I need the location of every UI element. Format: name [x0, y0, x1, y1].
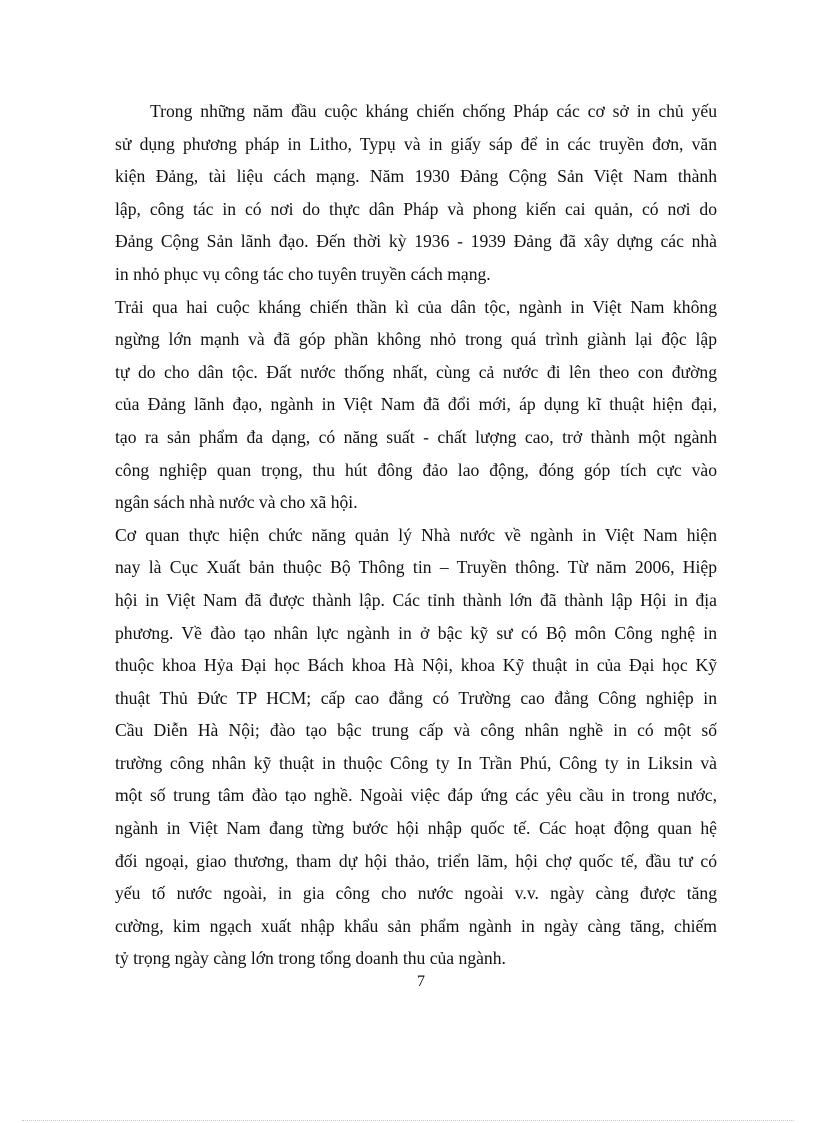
text-line: trường công nhân kỹ thuật in thuộc Công ty In Trần Phú, Công ty in Liksin và: [115, 752, 717, 773]
text-line: Cầu Diễn Hà Nội; đào tạo bậc trung cấp và công nhân nghề in có một số: [115, 720, 717, 741]
text-line: Cơ quan thực hiện chức năng quản lý Nhà nước về ngành in Việt Nam hiện: [115, 524, 717, 545]
page-number: 7: [417, 973, 425, 990]
page-bottom-divider: [22, 1120, 794, 1121]
text-line: phương. Về đào tạo nhân lực ngành in ở bậc kỹ sư có Bộ môn Công nghệ in: [115, 622, 717, 643]
text-line: thuật Thủ Đức TP HCM; cấp cao đẳng có Trường cao đẳng Công nghiệp in: [115, 687, 717, 708]
text-line: của Đảng lãnh đạo, ngành in Việt Nam đã đổi mới, áp dụng kĩ thuật hiện đại,: [115, 394, 717, 415]
text-line: tự do cho dân tộc. Đất nước thống nhất, cùng cả nước đi lên theo con đường: [115, 361, 717, 382]
text-line: tạo ra sản phẩm đa dạng, có năng suất - chất lượng cao, trở thành một ngành: [115, 426, 717, 447]
paragraph-3: [115, 519, 717, 975]
text-line: tỷ trọng ngày càng lớn trong tổng doanh thu của ngành.: [115, 948, 506, 969]
text-line: Trải qua hai cuộc kháng chiến thần kì của dân tộc, ngành in Việt Nam không: [115, 296, 717, 317]
paragraph-1: [115, 95, 717, 291]
text-line: in nhỏ phục vụ công tác cho tuyên truyền cách mạng.: [115, 263, 491, 284]
document-body: [115, 95, 717, 975]
text-line: kiện Đảng, tài liệu cách mạng. Năm 1930 Đảng Cộng Sản Việt Nam thành: [115, 166, 717, 187]
text-line: ngừng lớn mạnh và đã góp phần không nhỏ trong quá trình giành lại độc lập: [115, 329, 717, 350]
text-line: ngành in Việt Nam đang từng bước hội nhập quốc tế. Các hoạt động quan hệ: [115, 818, 717, 839]
text-line: công nghiệp quan trọng, thu hút đông đảo lao động, đóng góp tích cực vào: [115, 459, 717, 480]
text-line: hội in Việt Nam đã được thành lập. Các tỉnh thành lớn đã thành lập Hội in địa: [115, 589, 717, 610]
text-line: ngân sách nhà nước và cho xã hội.: [115, 492, 358, 513]
text-line: thuộc khoa Hỷa Đại học Bách khoa Hà Nội, khoa Kỹ thuật in của Đại học Kỹ: [115, 655, 717, 676]
text-line: một số trung tâm đào tạo nghề. Ngoài việc đáp ứng các yêu cầu in trong nước,: [115, 785, 717, 806]
text-line: đối ngoại, giao thương, tham dự hội thảo, triển lãm, hội chợ quốc tế, đầu tư có: [115, 850, 717, 871]
text-line: nay là Cục Xuất bản thuộc Bộ Thông tin – Truyền thông. Từ năm 2006, Hiệp: [115, 557, 717, 578]
text-line: yếu tố nước ngoài, in gia công cho nước ngoài v.v. ngày càng được tăng: [115, 883, 717, 904]
text-line: cường, kim ngạch xuất nhập khẩu sản phẩm ngành in ngày càng tăng, chiếm: [115, 915, 717, 936]
text-line: sử dụng phương pháp in Litho, Typụ và in giấy sáp để in các truyền đơn, văn: [115, 133, 717, 154]
text-line: lập, công tác in có nơi do thực dân Pháp và phong kiến cai quản, có nơi do: [115, 198, 717, 219]
text-line: Trong những năm đầu cuộc kháng chiến chống Pháp các cơ sở in chủ yếu: [150, 101, 717, 121]
paragraph-2: [115, 291, 717, 519]
text-line: Đảng Cộng Sản lãnh đạo. Đến thời kỳ 1936 - 1939 Đảng đã xây dựng các nhà: [115, 231, 717, 252]
